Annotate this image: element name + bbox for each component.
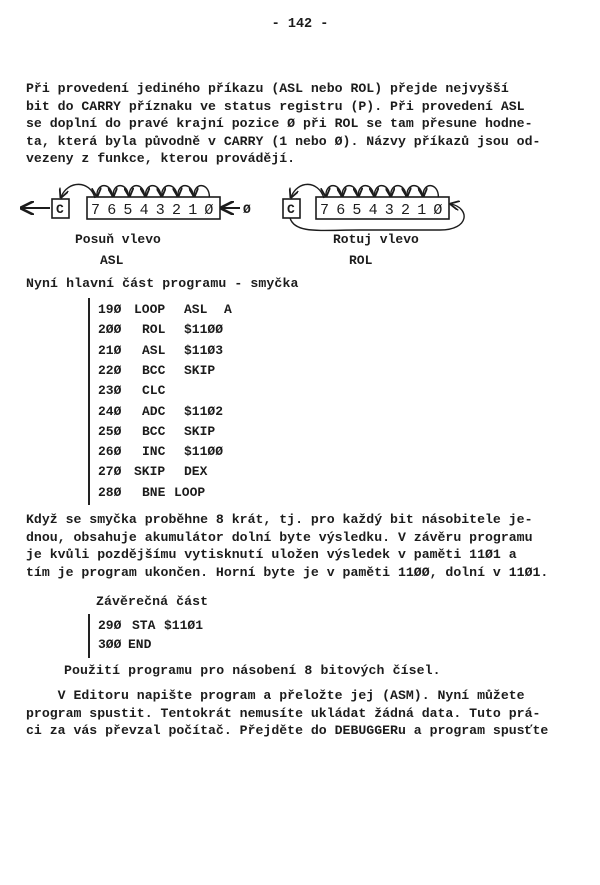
code-arg: LOOP <box>174 484 206 500</box>
register-bit: 2 <box>401 202 411 219</box>
code-op: BNE <box>142 484 166 500</box>
bit-shift-arrow <box>97 186 112 197</box>
text-line: vezeny z funkce, kterou provádějí. <box>26 151 296 166</box>
carry-label: C <box>56 202 64 217</box>
bit-shift-arrow <box>423 186 438 197</box>
code-line: 3ØØ <box>98 637 122 652</box>
code-arg: $11ØØ <box>184 322 224 338</box>
asl-mnemonic: ASL <box>100 253 124 268</box>
code-line: 26Ø <box>98 444 122 460</box>
code-op: DEX <box>184 464 208 480</box>
code-line: 29Ø <box>98 618 122 633</box>
code-margin-bar <box>88 614 90 658</box>
code-arg: A <box>224 302 232 317</box>
register-bit: 4 <box>139 202 149 219</box>
bit-shift-arrow <box>194 186 209 197</box>
code-arg: $11Ø3 <box>184 342 224 358</box>
code-line: 27Ø <box>98 464 122 480</box>
bit-shift-arrow <box>358 186 373 197</box>
asl-caption: Posuň vlevo <box>75 232 161 247</box>
text-line: Při provedení jediného příkazu (ASL nebo ROL) přejde nejvyšší <box>26 81 509 96</box>
closing-paragraph <box>26 687 548 740</box>
code-op: ADC <box>142 403 166 419</box>
register-bit: 3 <box>155 202 165 219</box>
rol-diagram <box>283 184 464 230</box>
bit-shift-arrow <box>129 186 144 197</box>
code-op: INC <box>142 444 166 460</box>
code-line: 19Ø <box>98 302 122 317</box>
code-op: STA <box>132 618 156 633</box>
bit-shift-arrow <box>375 186 390 197</box>
code-op: CLC <box>142 383 166 399</box>
usage-caption: Použití programu pro násobení 8 bitových čísel. <box>64 663 441 678</box>
code-label: SKIP <box>134 464 166 480</box>
final-code-listing <box>88 614 288 658</box>
text-line: program spustit. Tentokrát nemusíte ukládat žádná data. Tuto prá- <box>26 705 541 721</box>
asl-diagram <box>22 184 251 219</box>
code-op: BCC <box>142 423 166 439</box>
bit-shift-arrow <box>178 186 193 197</box>
rol-mnemonic: ROL <box>349 253 373 268</box>
carry-label: C <box>287 202 295 217</box>
bit-shift-arrow <box>113 186 128 197</box>
text-line: V Editoru napište program a přeložte jej (ASM). Nyní můžete <box>26 688 525 703</box>
bit-shift-arrow <box>342 186 357 197</box>
register-bit: 1 <box>417 202 427 219</box>
code-op: ASL <box>184 302 208 317</box>
after-loop-paragraph <box>26 511 548 581</box>
register-bit: 7 <box>320 202 330 219</box>
code-line: 21Ø <box>98 342 122 358</box>
text-line: dnou, obsahuje akumulátor dolní byte výsledku. V závěru programu <box>26 529 533 545</box>
register-bit: 5 <box>123 202 133 219</box>
code-label: LOOP <box>134 302 166 317</box>
register-bit: 1 <box>188 202 198 219</box>
register-bit: 6 <box>336 202 346 219</box>
register-bit: Ø <box>204 202 214 219</box>
page-number: - 142 - <box>271 17 329 32</box>
code-op: END <box>128 637 152 652</box>
register-bit: 6 <box>107 202 117 219</box>
code-op: BCC <box>142 362 166 378</box>
loop-code-listing <box>88 298 308 505</box>
final-heading: Závěrečná část <box>96 594 209 609</box>
text-line: ta, která byla původně v CARRY (1 nebo Ø). Názvy příkazů jsou od- <box>26 133 541 149</box>
text-line: tím je program ukončen. Horní byte je v paměti 11ØØ, dolní v 11Ø1. <box>26 564 549 580</box>
code-line: 23Ø <box>98 383 122 399</box>
code-line: 28Ø <box>98 484 122 500</box>
code-arg: SKIP <box>184 362 216 378</box>
code-margin-bar <box>88 298 90 505</box>
code-arg: $11ØØ <box>184 444 224 460</box>
zero-in-value: Ø <box>243 202 251 217</box>
text-line: je kvůli pozdějšímu vytisknutí uložen výsledek v paměti 11Ø1 a <box>26 547 517 562</box>
bit-shift-arrow <box>391 186 406 197</box>
register-bit: 3 <box>384 202 394 219</box>
bit7-to-carry-arrow <box>291 184 324 198</box>
code-arg: SKIP <box>184 423 216 439</box>
code-line: 24Ø <box>98 403 122 419</box>
bit-shift-arrow <box>146 186 161 197</box>
register-bit: 7 <box>91 202 101 219</box>
bit7-to-carry-arrow <box>61 184 95 198</box>
code-line: 2ØØ <box>98 322 122 338</box>
bit-shift-arrow <box>326 186 341 197</box>
code-line: 25Ø <box>98 423 122 439</box>
loop-heading: Nyní hlavní část programu - smyčka <box>26 276 299 291</box>
code-op: ROL <box>142 322 166 338</box>
code-arg: $11Ø1 <box>164 618 204 633</box>
text-line: bit do CARRY příznaku ve status registru (P). Při provedení ASL <box>26 98 525 114</box>
register-bit: 2 <box>172 202 182 219</box>
code-arg: $11Ø2 <box>184 403 224 419</box>
bit-shift-arrow <box>162 186 177 197</box>
register-bit: 4 <box>368 202 378 219</box>
register-bit: 5 <box>352 202 362 219</box>
text-line: se doplní do pravé krajní pozice Ø při ROL se tam přesune hodne- <box>26 116 533 131</box>
text-line: Když se smyčka proběhne 8 krát, tj. pro každý bit násobitele je- <box>26 512 533 527</box>
bit-shift-arrow <box>407 186 422 197</box>
code-op: ASL <box>142 342 166 358</box>
register-bit: Ø <box>433 202 443 219</box>
code-line: 22Ø <box>98 362 122 378</box>
rol-caption: Rotuj vlevo <box>333 232 419 247</box>
text-line: ci za vás převzal počítač. Přejděte do DEBUGGERu a program spusťte <box>26 723 549 738</box>
